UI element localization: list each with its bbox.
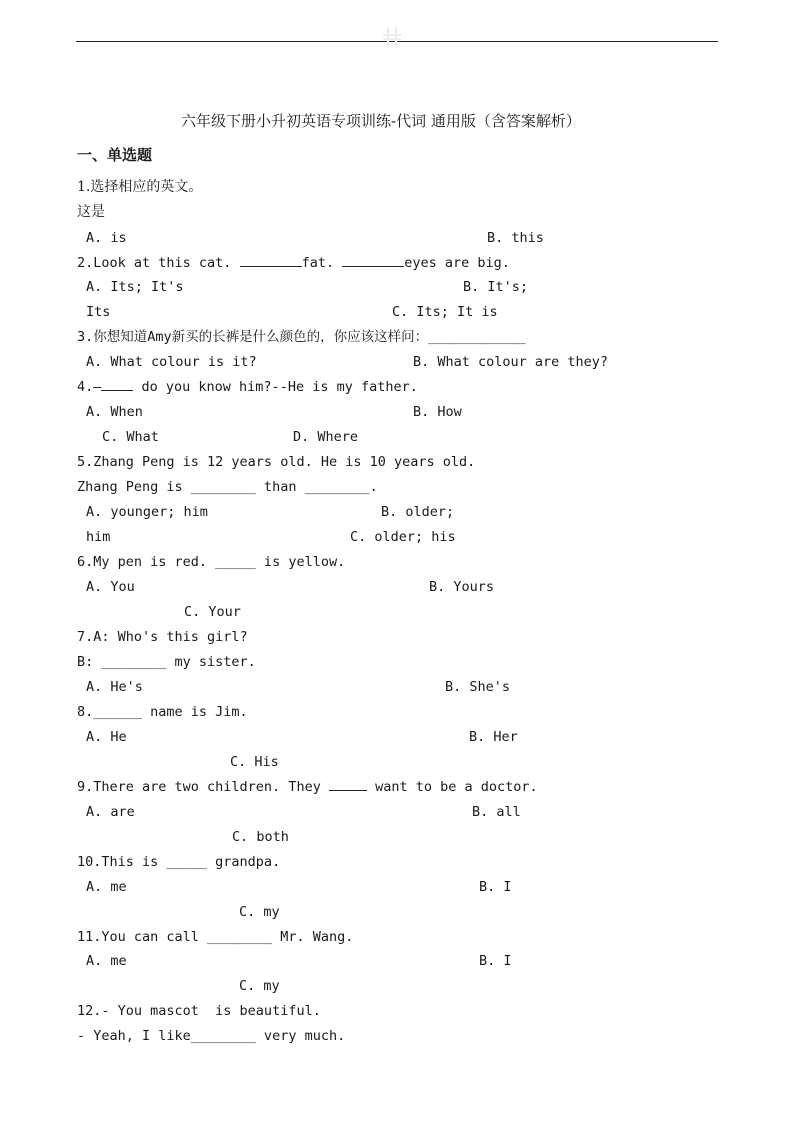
question-3-option-a: A. What colour is it? — [86, 354, 257, 370]
question-10-option-a: A. me — [86, 879, 127, 895]
question-11-option-b: B. I — [479, 953, 512, 969]
question-10-stem: 10.This is _____ grandpa. — [77, 854, 281, 870]
question-3-stem: 3.你想知道Amy新买的长裤是什么颜色的，你应该这样问：____________ — [77, 329, 526, 345]
question-4-option-c: C. What — [102, 429, 159, 445]
question-4-option-b: B. How — [413, 404, 462, 420]
question-5-sub: Zhang Peng is ________ than ________. — [77, 479, 378, 495]
question-6-option-a: A. You — [86, 579, 135, 595]
question-7-stem: 7.A: Who's this girl? — [77, 629, 248, 645]
question-4-option-a: A. When — [86, 404, 143, 420]
question-10-option-c: C. my — [239, 904, 280, 920]
question-9-stem: 9.There are two children. They want to be a doctor. — [77, 779, 538, 795]
question-2-stem: 2.Look at this cat. fat. eyes are big. — [77, 255, 510, 271]
page-title: 六年级下册小升初英语专项训练-代词 通用版（含答案解析） — [181, 112, 581, 130]
question-6-option-b: B. Yours — [429, 579, 495, 595]
question-9-option-b: B. all — [472, 804, 521, 820]
question-11-option-a: A. me — [86, 953, 127, 969]
blank-line — [101, 378, 133, 391]
blank-line — [342, 254, 404, 267]
question-8-option-c: C. His — [230, 754, 279, 770]
question-1-stem: 1.选择相应的英文。 — [77, 179, 203, 195]
question-5-option-c: C. older; his — [350, 529, 456, 545]
question-5-option-a: A. younger; him — [86, 504, 208, 520]
question-6-stem: 6.My pen is red. _____ is yellow. — [77, 554, 346, 570]
question-1-sub: 这是 — [77, 204, 105, 220]
blank-line — [240, 254, 302, 267]
question-5-option-b-cont: him — [86, 529, 111, 545]
question-5-stem: 5.Zhang Peng is 12 years old. He is 10 years old. — [77, 454, 476, 470]
question-4-option-d: D. Where — [293, 429, 359, 445]
question-3-option-b: B. What colour are they? — [413, 354, 609, 370]
question-7-sub: B: ________ my sister. — [77, 654, 256, 670]
question-10-option-b: B. I — [479, 879, 512, 895]
question-8-stem: 8.______ name is Jim. — [77, 704, 248, 720]
question-6-option-c: C. Your — [184, 604, 241, 620]
question-11-option-c: C. my — [239, 978, 280, 994]
question-2-option-b: B. It's; — [463, 279, 529, 295]
header-watermark: ǂǂ — [383, 25, 400, 50]
question-1-option-a: A. is — [86, 230, 127, 246]
question-9-option-a: A. are — [86, 804, 135, 820]
question-7-option-a: A. He's — [86, 679, 143, 695]
question-1-option-b: B. this — [487, 230, 544, 246]
question-4-stem: 4.— do you know him?--He is my father. — [77, 379, 418, 395]
question-2-option-b-cont: Its — [86, 304, 111, 320]
section-heading: 一、单选题 — [77, 146, 153, 164]
question-12-sub: - Yeah, I like________ very much. — [77, 1028, 346, 1044]
question-12-stem: 12.- You mascot is beautiful. — [77, 1003, 321, 1019]
question-2-option-c: C. Its; It is — [392, 304, 498, 320]
question-11-stem: 11.You can call ________ Mr. Wang. — [77, 929, 354, 945]
question-2-option-a: A. Its; It's — [86, 279, 184, 295]
question-9-option-c: C. both — [232, 829, 289, 845]
question-7-option-b: B. She's — [445, 679, 511, 695]
question-8-option-a: A. He — [86, 729, 127, 745]
blank-line — [329, 778, 367, 791]
question-5-option-b: B. older; — [381, 504, 455, 520]
question-8-option-b: B. Her — [469, 729, 518, 745]
